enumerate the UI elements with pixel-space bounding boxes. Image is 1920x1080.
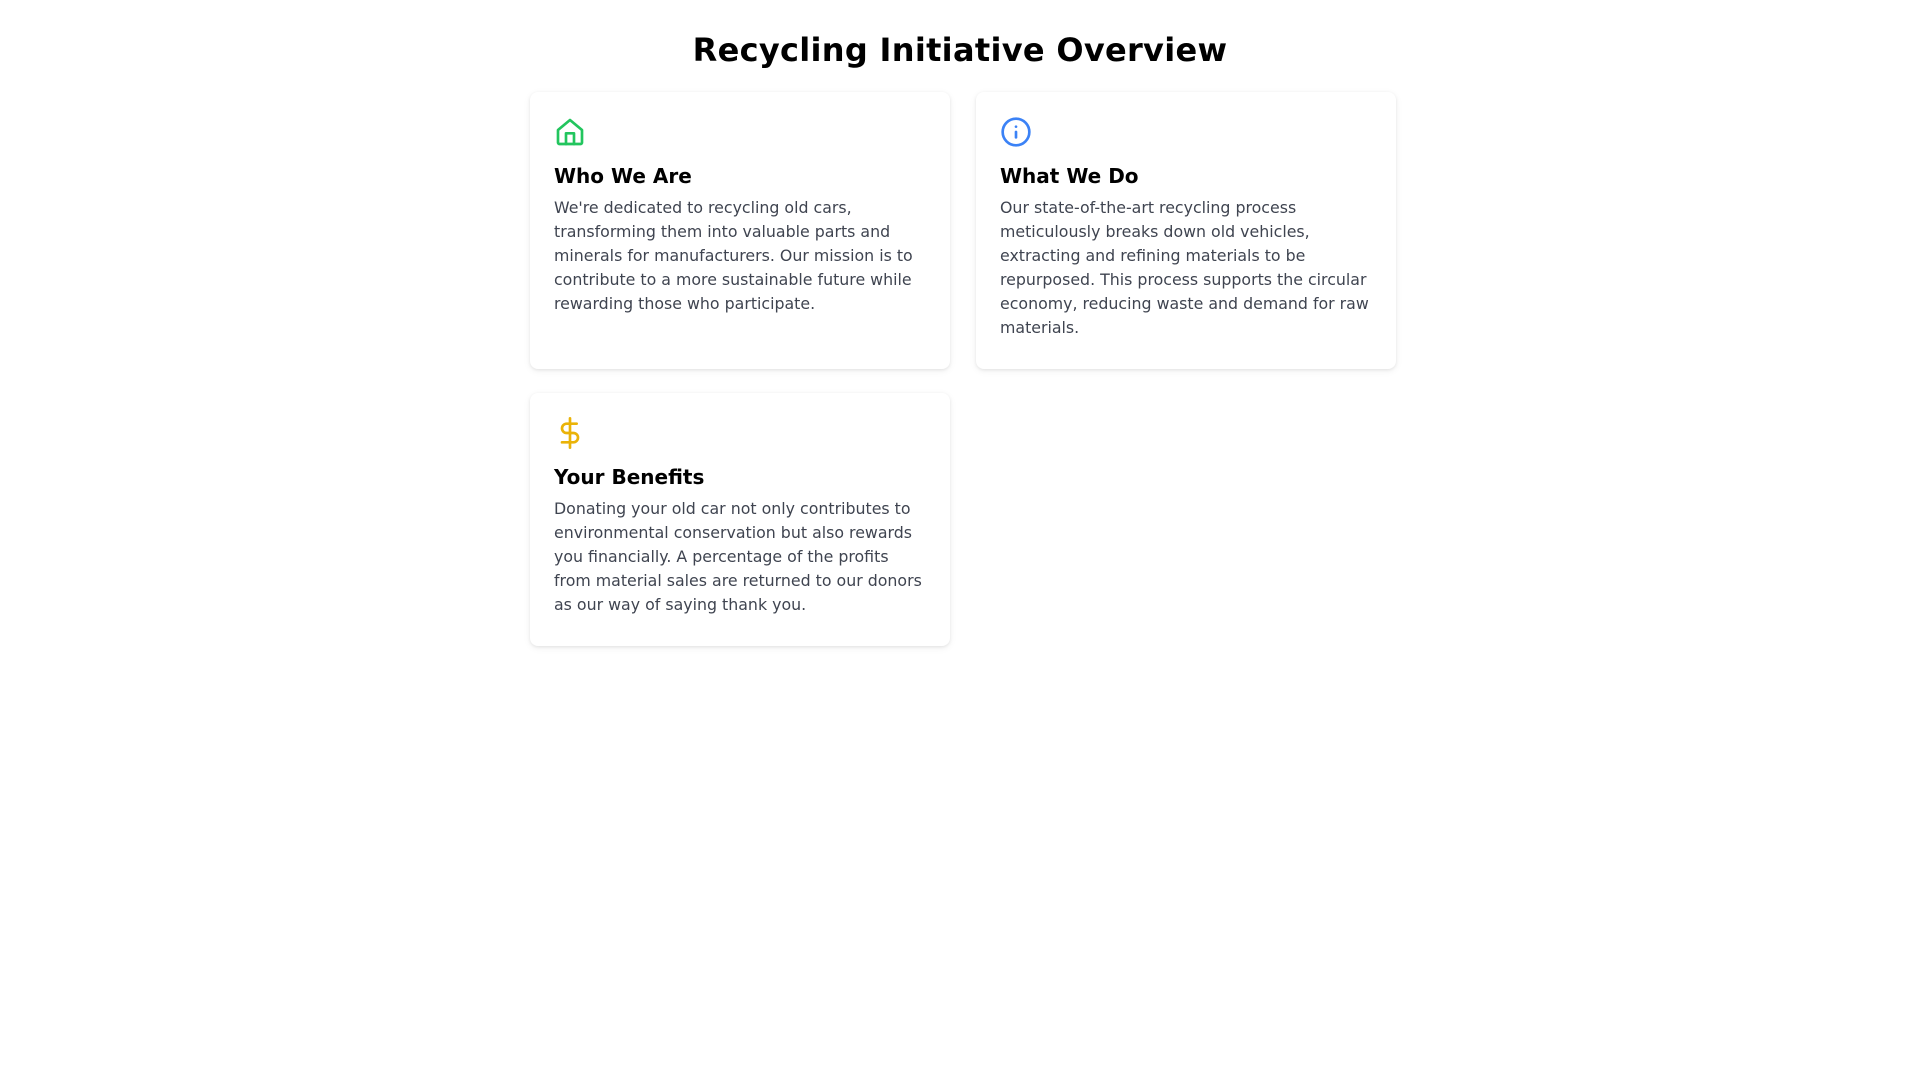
card-your-benefits [530, 393, 950, 646]
card-what-we-do [976, 92, 1396, 369]
info-icon [1000, 116, 1032, 148]
card-text: We're dedicated to recycling old cars, transforming them into valuable parts and minerals for manufacturers. Our mission is to contribute to a more sustainable future while rewarding those who participate. [554, 198, 913, 313]
card-text: Donating your old car not only contributes to environmental conservation but also rewards you financially. A percentage of the profits from material sales are returned to our donors as our way of saying thank you. [554, 499, 922, 614]
card-title: What We Do [1000, 164, 1139, 188]
card-who-we-are [530, 92, 950, 369]
dollar-icon [554, 417, 586, 449]
card-text: Our state-of-the-art recycling process meticulously breaks down old vehicles, extracting and refining materials to be repurposed. This process supports the circular economy, reducing waste and demand for raw materials. [1000, 198, 1369, 337]
page-title: Recycling Initiative Overview [692, 31, 1228, 69]
home-icon [554, 116, 586, 148]
card-title: Your Benefits [554, 465, 705, 489]
card-title: Who We Are [554, 164, 692, 188]
